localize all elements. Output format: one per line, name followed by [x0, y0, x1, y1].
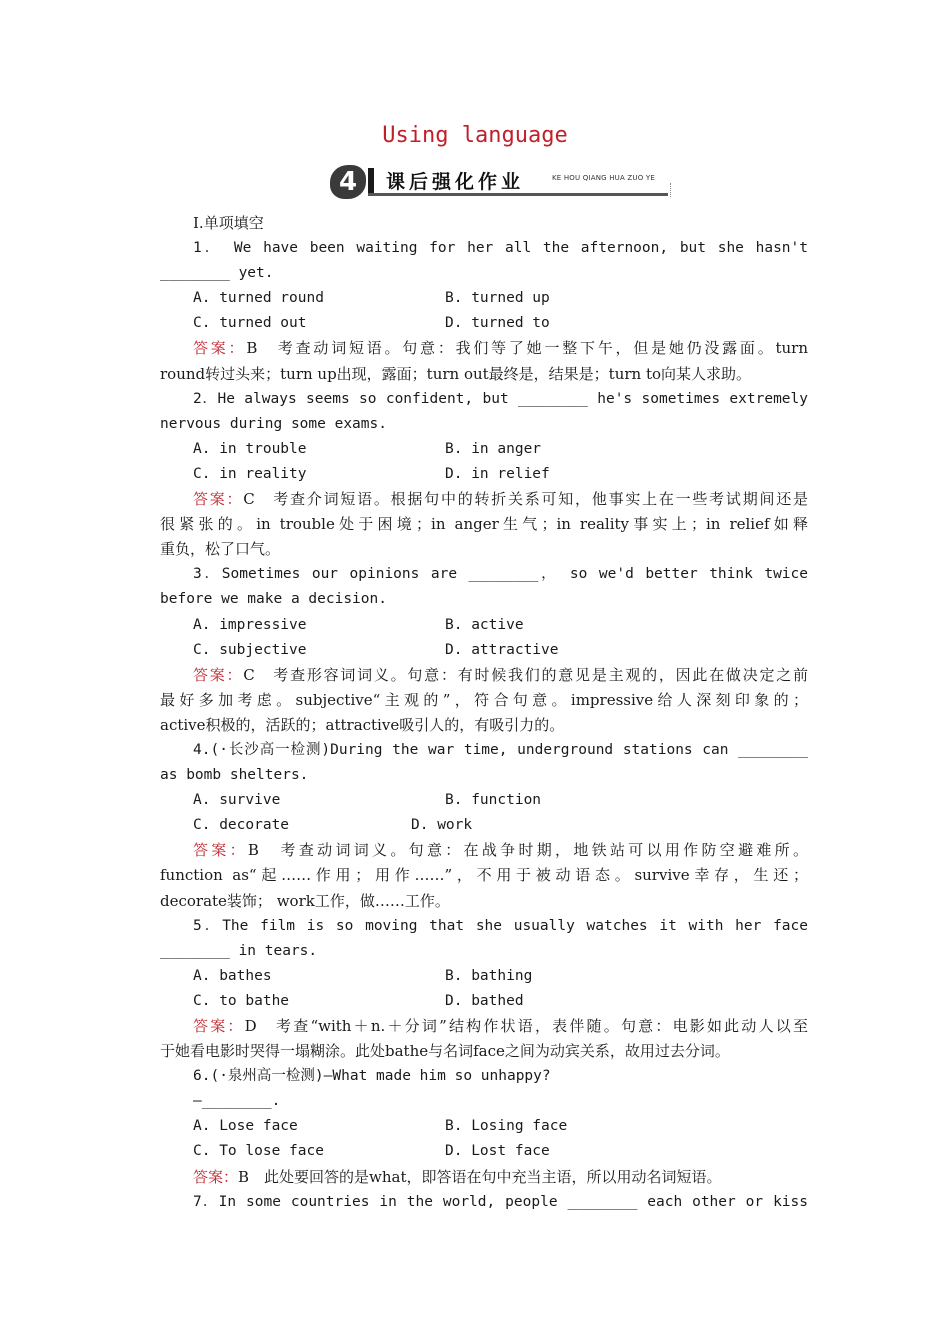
option-d: D. bathed: [445, 992, 524, 1009]
option-b: B. Losing face: [445, 1118, 568, 1135]
question-2-stem-line-2: nervous during some exams.: [160, 415, 387, 432]
answer-text: C 考查介词短语。根据句中的转折关系可知，他事实上在一些考试期间还是: [243, 490, 808, 509]
section-heading: Ⅰ.单项填空: [193, 214, 264, 232]
question-6-answer-line-1: [160, 1165, 808, 1190]
question-6-options-row-2: [160, 1139, 808, 1164]
question-2-answer-line-3: 重负，松了口气。: [160, 540, 281, 559]
answer-label: 答案：: [193, 841, 248, 860]
answer-label: 答案：: [193, 1017, 245, 1035]
question-2-options-row-2: [160, 462, 808, 487]
question-4-answer-line-2: function as“起……作用；用作……”，不用于被动语态。survive幸存，生还；: [160, 866, 808, 885]
option-c: C. To lose face: [193, 1143, 324, 1160]
question-6-stem-line-2: —________.: [193, 1093, 281, 1110]
answer-label: 答案：: [193, 339, 247, 358]
banner-dotted-edge: [670, 183, 673, 197]
option-b: B. function: [445, 792, 542, 809]
banner-divider: [368, 168, 374, 196]
homework-banner: [330, 165, 675, 201]
question-4-answer-line-3: decorate装饰； work工作，做……工作。: [160, 891, 450, 910]
option-c: C. subjective: [193, 641, 307, 658]
question-2-answer-line-1: [160, 487, 808, 512]
question-5-stem-line-2: ________ in tears.: [160, 942, 318, 959]
option-d: D. Lost face: [445, 1143, 550, 1160]
option-c: C. decorate: [193, 817, 290, 834]
option-b: B. active: [445, 616, 524, 633]
option-a: A. survive: [193, 792, 281, 809]
question-3-answer-line-2: 最好多加考虑。subjective“主观的”，符合句意。impressive给人深刻印象的；: [160, 690, 808, 709]
question-3-stem-line-1: 3．Sometimes our opinions are ________， so we'd better think twice: [193, 566, 808, 583]
option-d: D. turned to: [445, 315, 550, 332]
question-3-options-row-1: [160, 613, 808, 638]
question-7-stem-line-1: 7．In some countries in the world, people ________ each other or kiss: [193, 1193, 808, 1210]
answer-text: C 考查形容词词义。句意：有时候我们的意见是主观的，因此在做决定之前: [243, 665, 808, 684]
option-a: A. impressive: [193, 616, 307, 633]
question-1-stem-line-2: ________ yet.: [160, 265, 274, 282]
question-3-answer-line-1: [160, 663, 808, 688]
option-c: C. turned out: [193, 315, 307, 332]
question-6-stem-line-1: 6.(·泉州高一检测)—What made him so unhappy?: [193, 1068, 551, 1085]
exercise-content: [160, 211, 808, 1215]
question-5-options-row-1: [160, 964, 808, 989]
option-a: A. in trouble: [193, 440, 307, 457]
question-4-options-row-1: [160, 788, 808, 813]
answer-text: B 考查动词短语。句意：我们等了她一整下午，但是她仍没露面。turn: [246, 339, 808, 358]
question-1-answer-line-1: [160, 336, 808, 361]
question-3-answer-line-3: active积极的，活跃的；attractive吸引人的，有吸引力的。: [160, 715, 565, 734]
answer-label: 答案：: [193, 1167, 239, 1186]
option-b: B. turned up: [445, 290, 550, 307]
banner-number-badge: 4: [330, 165, 366, 199]
question-1-stem-line-1: 1． We have been waiting for her all the afternoon, but she hasn't: [193, 240, 808, 257]
question-5-stem-line-1: 5．The film is so moving that she usually watches it with her face: [193, 917, 808, 934]
option-c: C. to bathe: [193, 992, 290, 1009]
option-d: D. attractive: [445, 641, 559, 658]
banner-underline: [368, 193, 668, 196]
option-d: D. work: [411, 817, 473, 834]
option-a: A. bathes: [193, 967, 272, 984]
banner-heading: 课后强化作业: [386, 171, 525, 193]
question-6-options-row-1: [160, 1114, 808, 1139]
question-4-options-row-2: [160, 813, 808, 838]
question-5-answer-line-2: 于她看电影时哭得一塌糊涂。此处bathe与名词face之间为动宾关系，故用过去分词。: [160, 1042, 730, 1061]
question-1-options-row-1: [160, 286, 808, 311]
question-4-stem-line-2: as bomb shelters.: [160, 767, 309, 784]
question-2-options-row-1: [160, 437, 808, 462]
question-4-answer-line-1: [160, 838, 808, 863]
question-5-options-row-2: [160, 989, 808, 1014]
answer-label: 答案：: [193, 490, 244, 509]
option-c: C. in reality: [193, 465, 307, 482]
banner-pinyin: KE HOU QIANG HUA ZUO YE: [552, 174, 655, 182]
answer-text: D 考查“with＋n.＋分词”结构作状语，表伴随。句意：电影如此动人以至: [244, 1017, 808, 1035]
page-title: Using language: [382, 123, 568, 148]
question-1-answer-line-2: round转过头来；turn up出现，露面；turn out最终是，结果是；turn to向某人求助。: [160, 364, 752, 383]
option-b: B. in anger: [445, 440, 542, 457]
option-a: A. turned round: [193, 290, 324, 307]
answer-label: 答案：: [193, 665, 244, 684]
question-5-answer-line-1: [160, 1014, 808, 1039]
question-3-options-row-2: [160, 638, 808, 663]
option-a: A. Lose face: [193, 1118, 298, 1135]
question-2-stem-line-1: 2．He always seems so confident, but ________ he's sometimes extremely: [193, 390, 808, 407]
answer-text: B 考查动词词义。句意：在战争时期，地铁站可以用作防空避难所。: [247, 841, 808, 860]
option-b: B. bathing: [445, 967, 533, 984]
option-d: D. in relief: [445, 465, 550, 482]
question-2-answer-line-2: 很紧张的。in trouble处于困境；in anger生气；in reality事实上；in relief如释: [160, 515, 808, 534]
question-1-options-row-2: [160, 311, 808, 336]
answer-text: B 此处要回答的是what，即答语在句中充当主语，所以用动名词短语。: [238, 1167, 722, 1186]
question-3-stem-line-2: before we make a decision.: [160, 591, 387, 608]
question-4-stem-line-1: 4.(·长沙高一检测)During the war time, underground stations can ________: [193, 741, 808, 758]
